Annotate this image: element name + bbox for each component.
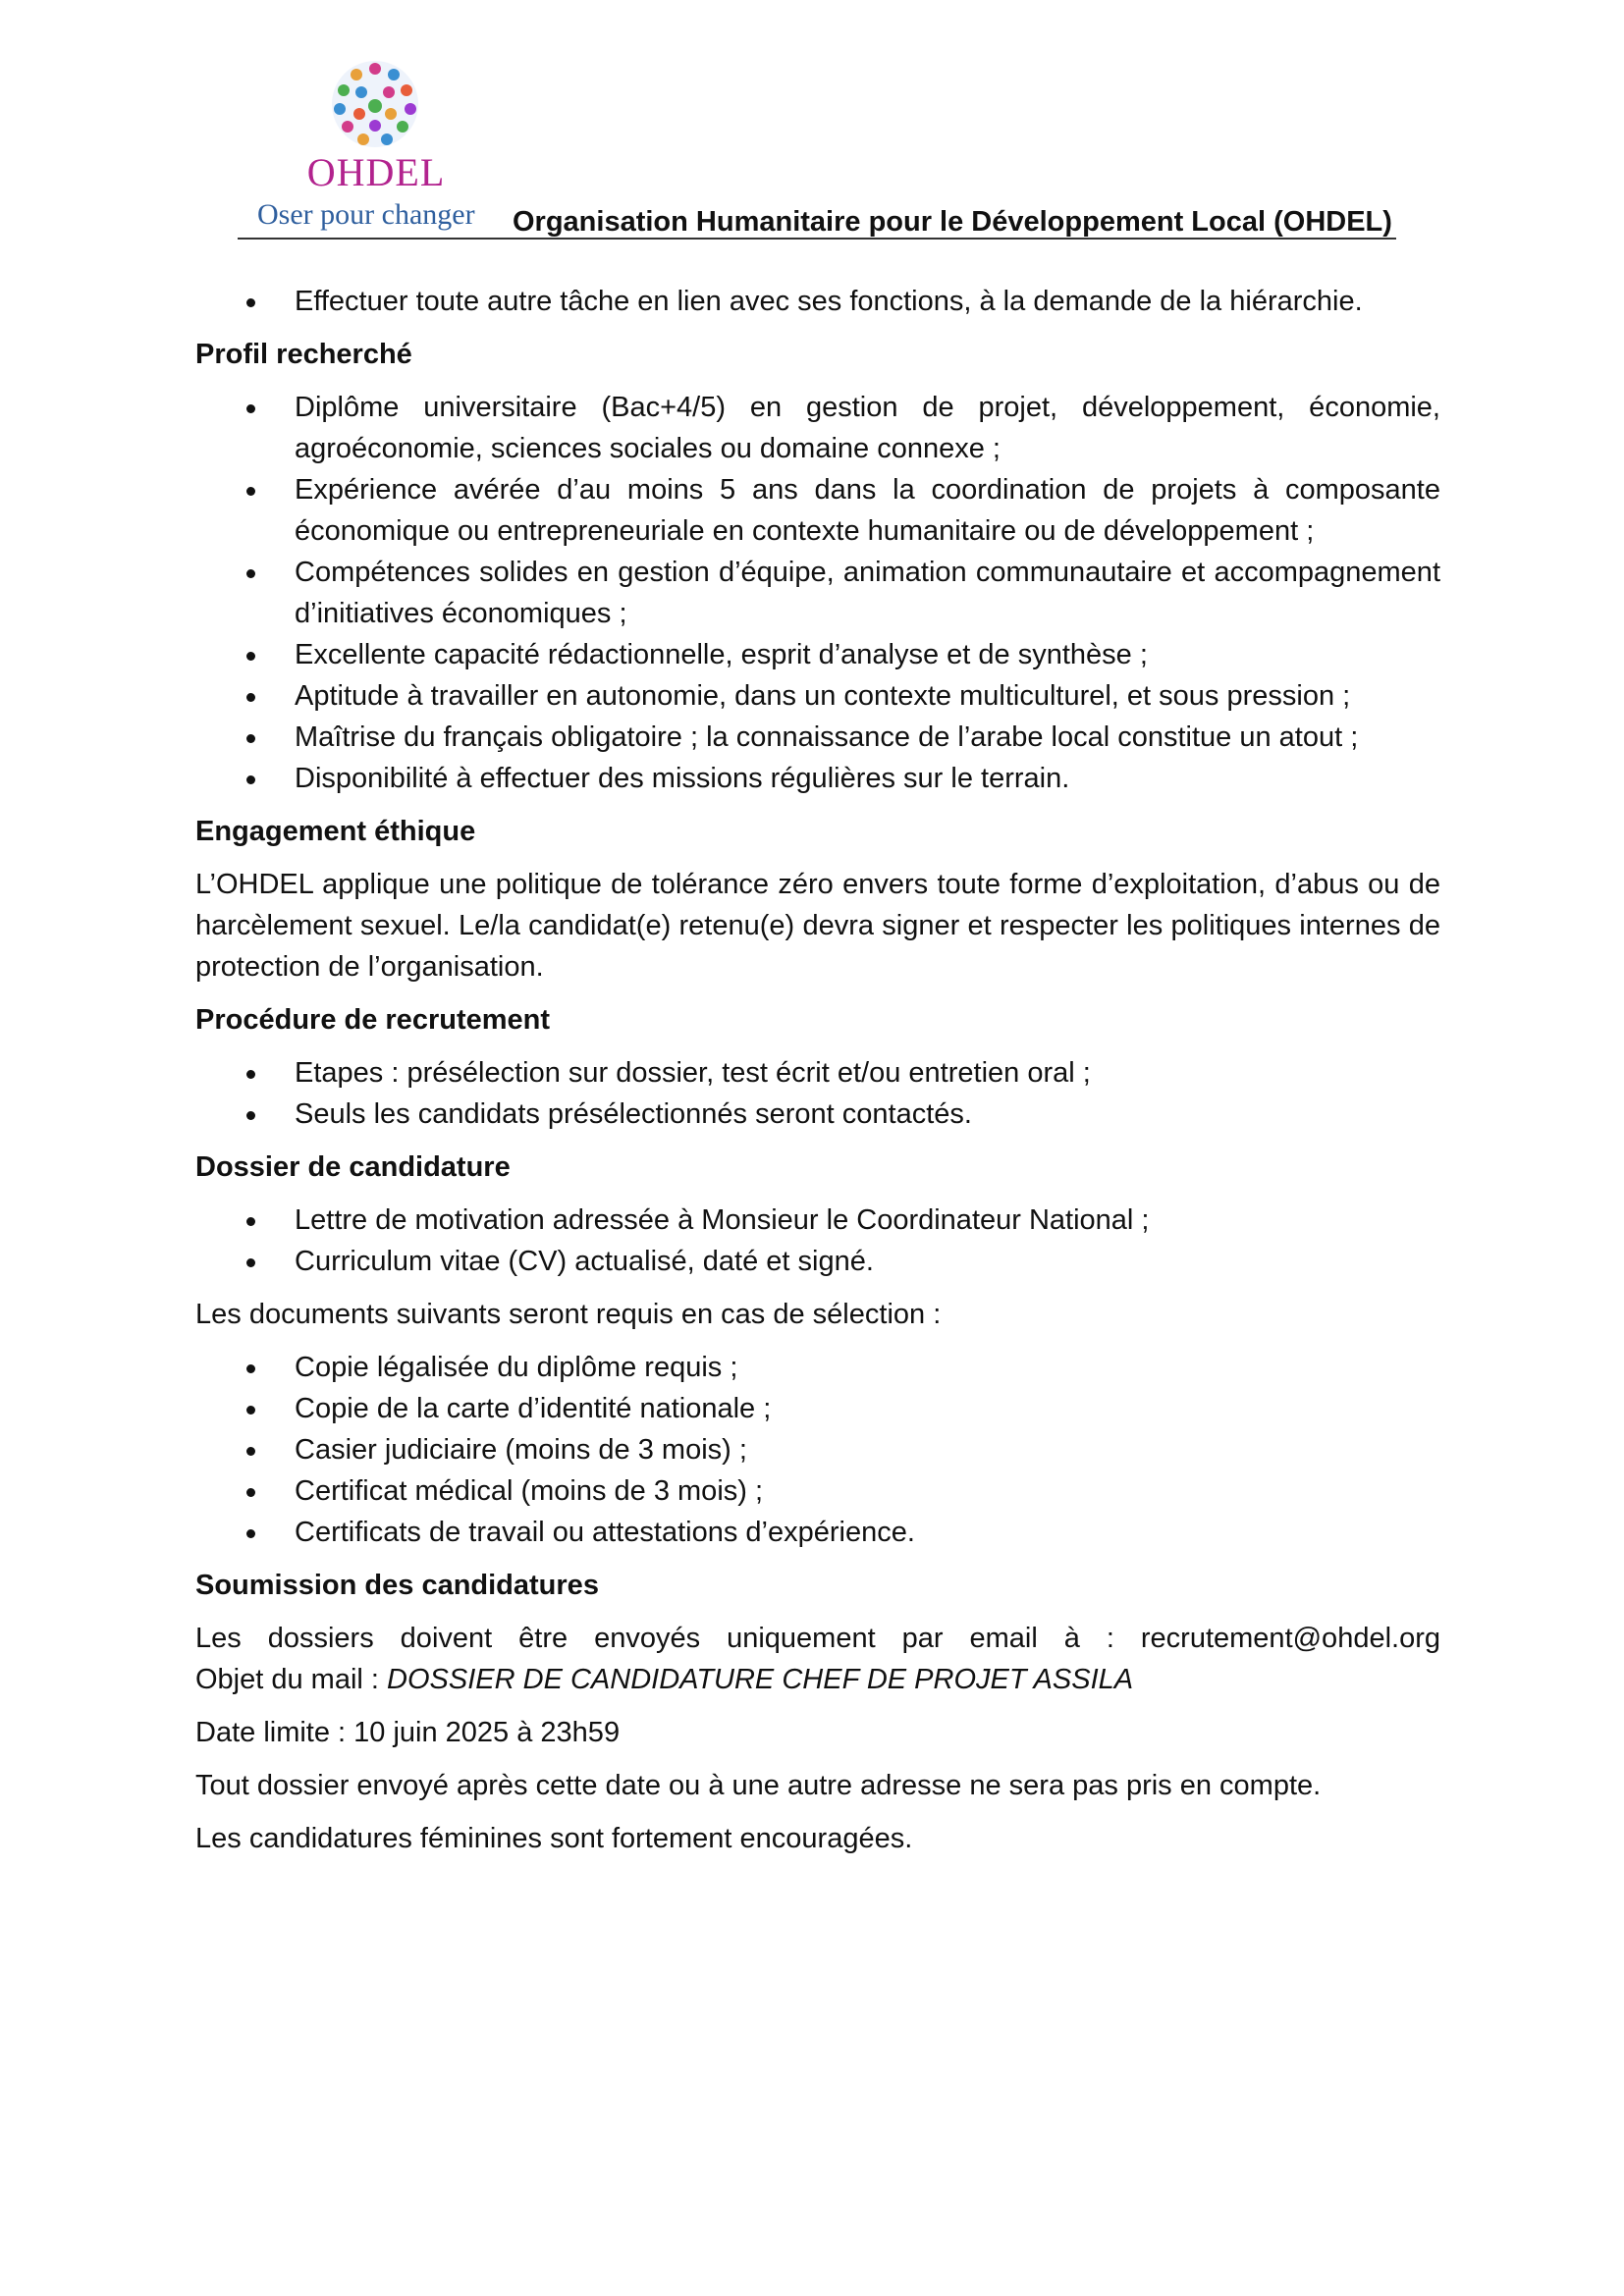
bullet-icon xyxy=(246,1052,260,1094)
submission-subject-line xyxy=(195,1659,1440,1700)
subject-value: DOSSIER DE CANDIDATURE CHEF DE PROJET ASSILA xyxy=(387,1664,1134,1695)
list-item: Lettre de motivation adressée à Monsieur le Coordinateur National ; xyxy=(195,1200,1440,1241)
section-heading-ethique: Engagement éthique xyxy=(195,816,476,847)
ohdel-globe-logo-icon xyxy=(326,55,424,153)
late-note: Tout dossier envoyé après cette date ou à une autre adresse ne sera pas pris en compte. xyxy=(195,1770,1322,1801)
list-item: Copie légalisée du diplôme requis ; xyxy=(195,1347,1440,1388)
bullet-icon xyxy=(246,1347,260,1388)
bullet-icon xyxy=(246,387,260,428)
list-item: Maîtrise du français obligatoire ; la connaissance de l’arabe local constitue un atout ; xyxy=(195,717,1440,758)
section-heading-profil: Profil recherché xyxy=(195,339,412,370)
documents-list xyxy=(195,1347,1440,1553)
list-item: Diplôme universitaire (Bac+4/5) en gestion de projet, développement, économie, agroéconomie, sciences sociales ou domaine connexe ; xyxy=(195,387,1440,469)
bullet-icon xyxy=(246,281,260,322)
section-heading-soumission: Soumission des candidatures xyxy=(195,1570,599,1601)
header-divider xyxy=(238,238,1396,240)
section-heading-dossier: Dossier de candidature xyxy=(195,1151,511,1183)
list-item: Effectuer toute autre tâche en lien avec ses fonctions, à la demande de la hiérarchie. xyxy=(195,281,1440,322)
list-item: Etapes : présélection sur dossier, test écrit et/ou entretien oral ; xyxy=(195,1052,1440,1094)
list-item: Excellente capacité rédactionnelle, esprit d’analyse et de synthèse ; xyxy=(195,634,1440,675)
organization-title: Organisation Humanitaire pour le Développement Local (OHDEL) xyxy=(513,206,1392,238)
logo-name: OHDEL xyxy=(306,150,446,194)
bullet-icon xyxy=(246,1470,260,1512)
bullet-icon xyxy=(246,675,260,717)
list-item: Disponibilité à effectuer des missions régulières sur le terrain. xyxy=(195,758,1440,799)
bullet-icon xyxy=(246,758,260,799)
list-item: Certificat médical (moins de 3 mois) ; xyxy=(195,1470,1440,1512)
bullet-icon xyxy=(246,469,260,510)
list-item: Compétences solides en gestion d’équipe, animation communautaire et accompagnement d’initiatives économiques ; xyxy=(195,552,1440,634)
bullet-icon xyxy=(246,1200,260,1241)
submission-email-line: Les dossiers doivent être envoyés uniquement par email à : recrutement@ohdel.org xyxy=(195,1623,1440,1654)
bullet-icon xyxy=(246,1388,260,1429)
dossier-list xyxy=(195,1200,1440,1282)
bullet-icon xyxy=(246,1429,260,1470)
bullet-icon xyxy=(246,717,260,758)
documents-intro: Les documents suivants seront requis en cas de sélection : xyxy=(195,1299,942,1330)
submission-paragraph xyxy=(195,1618,1440,1700)
section-heading-procedure: Procédure de recrutement xyxy=(195,1004,551,1036)
women-note: Les candidatures féminines sont fortement encouragées. xyxy=(195,1823,913,1854)
list-item: Expérience avérée d’au moins 5 ans dans la coordination de projets à composante économique ou entrepreneuriale en contexte humanitaire ou de développement ; xyxy=(195,469,1440,552)
document-body xyxy=(195,281,1440,1871)
bullet-icon xyxy=(246,1512,260,1553)
logo-slogan: Oser pour changer xyxy=(257,198,475,231)
bullet-icon xyxy=(246,1094,260,1135)
deadline-line: Date limite : 10 juin 2025 à 23h59 xyxy=(195,1717,621,1748)
procedure-list xyxy=(195,1052,1440,1135)
list-item: Aptitude à travailler en autonomie, dans un contexte multiculturel, et sous pression ; xyxy=(195,675,1440,717)
list-item: Curriculum vitae (CV) actualisé, daté et signé. xyxy=(195,1241,1440,1282)
list-item: Certificats de travail ou attestations d’expérience. xyxy=(195,1512,1440,1553)
profil-list xyxy=(195,387,1440,799)
list-item: Casier judiciaire (moins de 3 mois) ; xyxy=(195,1429,1440,1470)
bullet-icon xyxy=(246,552,260,593)
ethique-paragraph: L’OHDEL applique une politique de tolérance zéro envers toute forme d’exploitation, d’abus ou de harcèlement sexuel. Le/la candidat(e) retenu(e) devra signer et respecter les politiques internes de protection de l’organisation. xyxy=(195,869,1440,983)
list-item: Seuls les candidats présélectionnés seront contactés. xyxy=(195,1094,1440,1135)
bullet-icon xyxy=(246,1241,260,1282)
bullet-icon xyxy=(246,634,260,675)
subject-label: Objet du mail : xyxy=(195,1664,379,1695)
tasks-continued-list xyxy=(195,281,1440,322)
page-header xyxy=(238,51,1396,247)
list-item: Copie de la carte d’identité nationale ; xyxy=(195,1388,1440,1429)
